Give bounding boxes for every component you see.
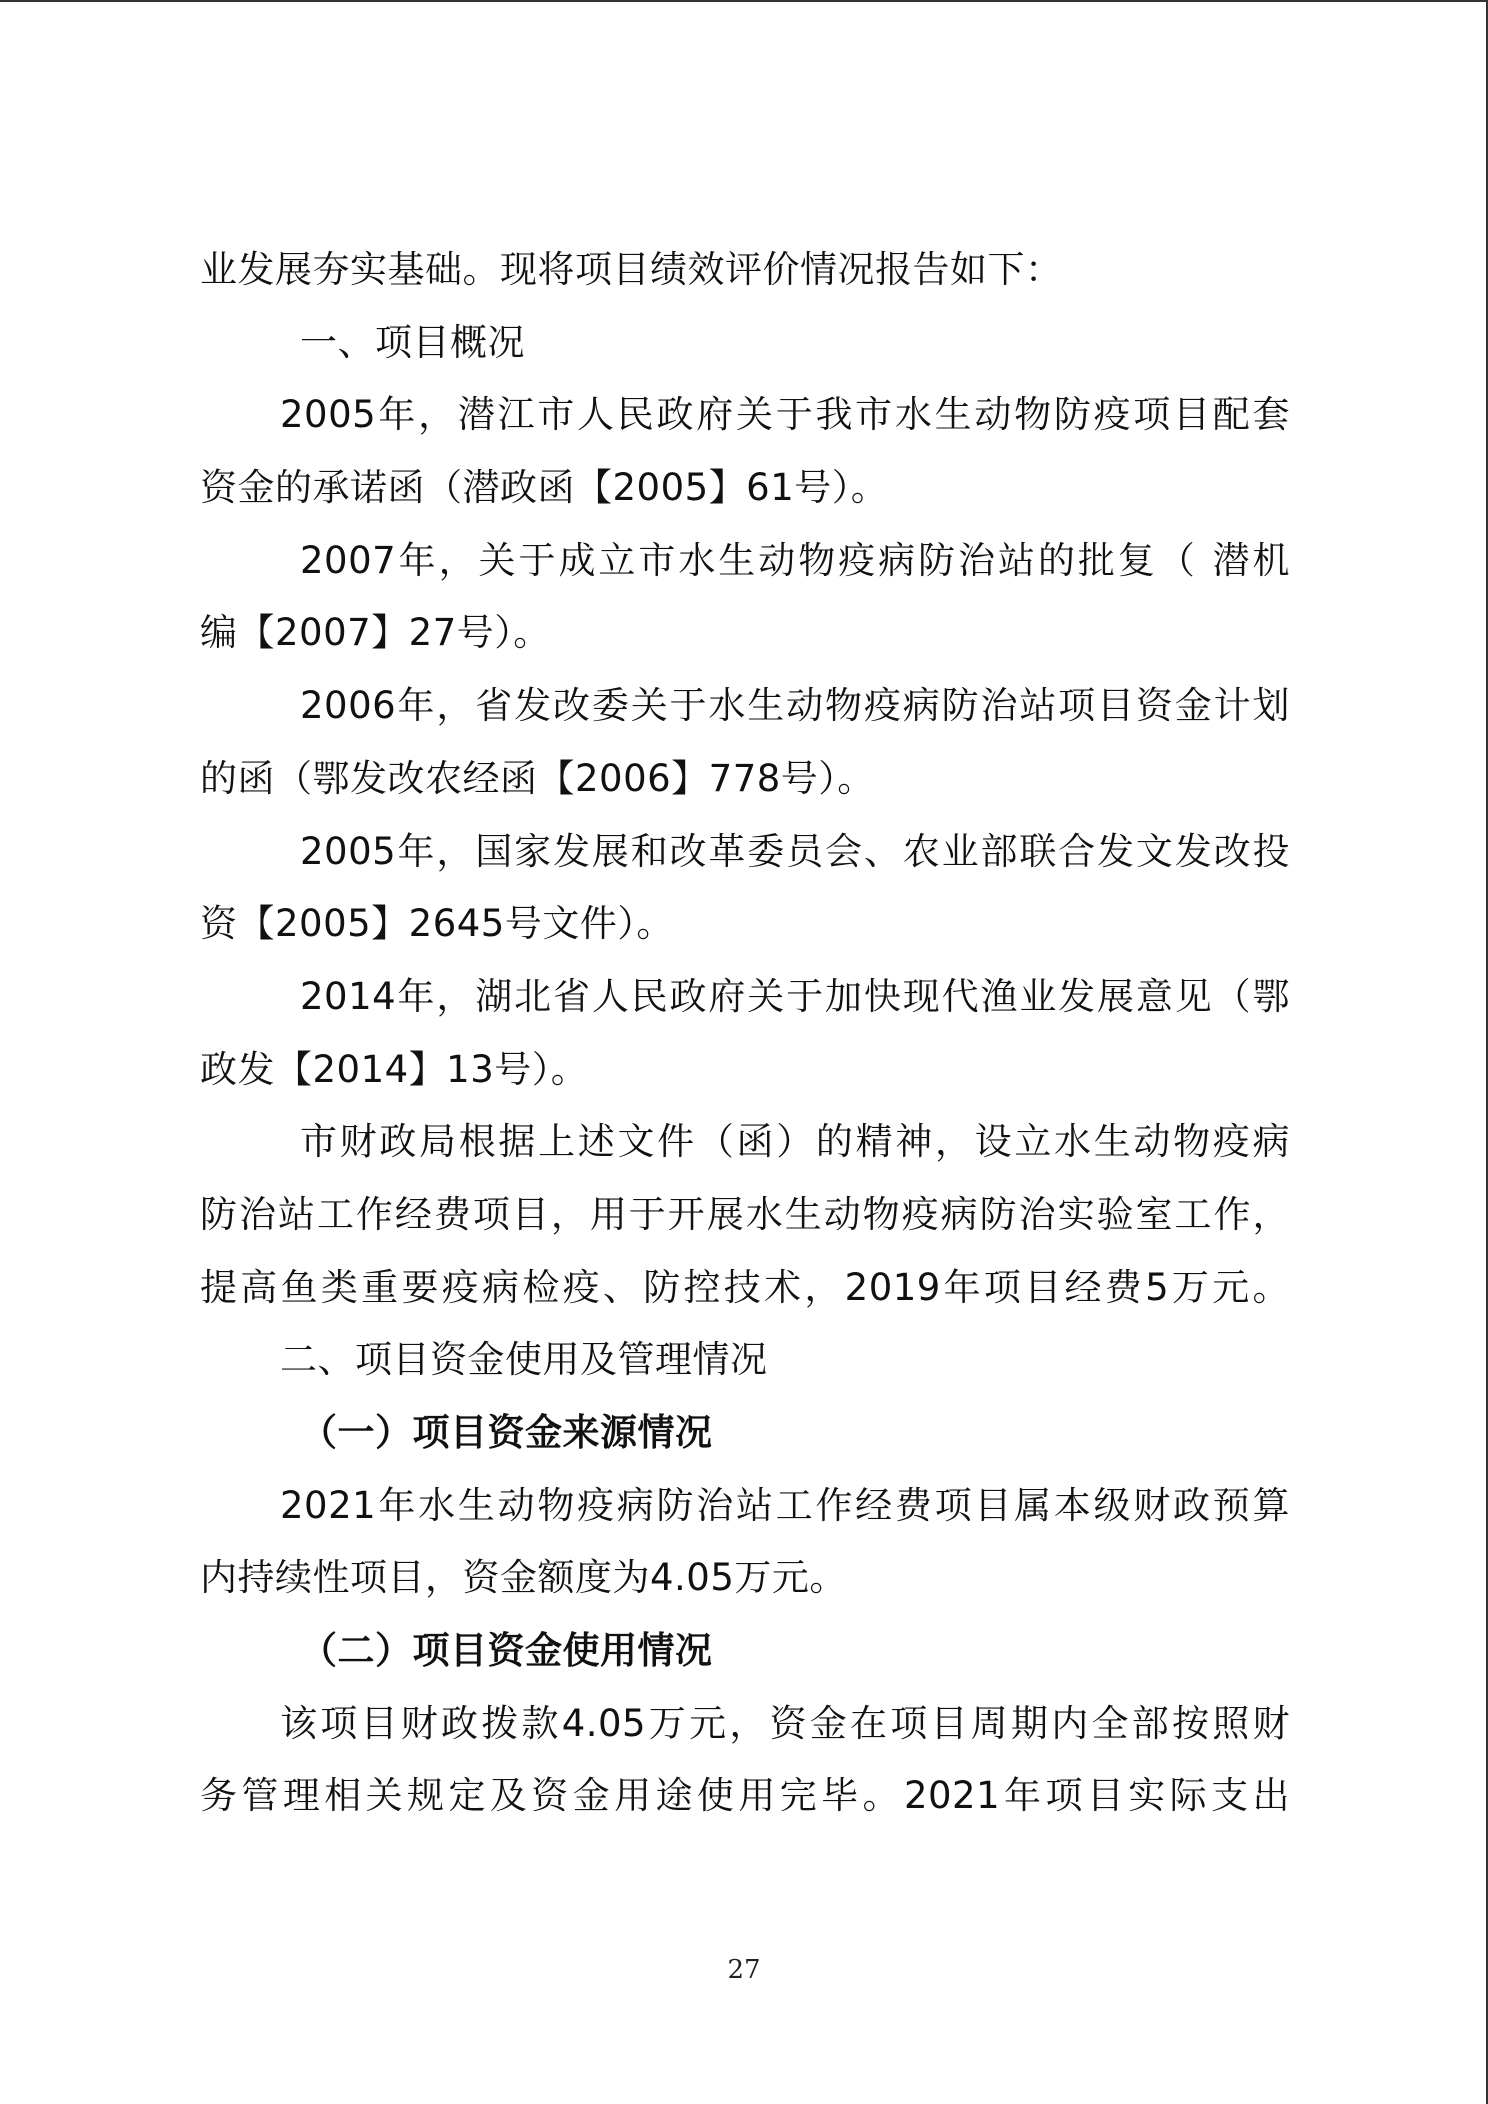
- text-line: 2005年，潜江市人民政府关于我市水生动物防疫项目配套: [280, 393, 1290, 437]
- text-line: 2007年，关于成立市水生动物疫病防治站的批复（ 潜机: [300, 538, 1290, 582]
- text-line: 提高鱼类重要疫病检疫、防控技术，2019年项目经费5万元。: [200, 1265, 1290, 1309]
- text-line: 该项目财政拨款4.05万元，资金在项目周期内全部按照财: [280, 1701, 1290, 1745]
- text-line: 2006年，省发改委关于水生动物疫病防治站项目资金计划: [300, 684, 1290, 728]
- text-line: 防治站工作经费项目，用于开展水生动物疫病防治实验室工作，: [200, 1192, 1290, 1236]
- text-line: 市财政局根据上述文件（函）的精神，设立水生动物疫病: [300, 1120, 1290, 1164]
- subsection-heading: （二）项目资金使用情况: [300, 1629, 713, 1673]
- text-line: 业发展夯实基础。现将项目绩效评价情况报告如下：: [200, 248, 1063, 291]
- section-heading: 二、项目资金使用及管理情况: [280, 1338, 768, 1382]
- text-line: 资金的承诺函（潜政函【2005】61号）。: [200, 466, 889, 510]
- text-line: 编【2007】27号）。: [200, 611, 551, 655]
- text-line: 2005年，国家发展和改革委员会、农业部联合发文发改投: [300, 829, 1290, 873]
- page-number: 27: [727, 1955, 761, 1985]
- text-line: 务管理相关规定及资金用途使用完毕。2021年项目实际支出: [200, 1774, 1290, 1818]
- text-line: 的函（鄂发改农经函【2006】778号）。: [200, 756, 875, 800]
- text-line: 资【2005】2645号文件）。: [200, 902, 674, 946]
- text-line: 2014年，湖北省人民政府关于加快现代渔业发展意见（鄂: [300, 974, 1290, 1018]
- text-line: 政发【2014】13号）。: [200, 1047, 589, 1091]
- text-line: 2021年水生动物疫病防治站工作经费项目属本级财政预算: [280, 1483, 1290, 1527]
- text-line: 内持续性项目，资金额度为4.05万元。: [200, 1556, 847, 1600]
- subsection-heading: （一）项目资金来源情况: [300, 1411, 713, 1454]
- section-heading: 一、项目概况: [300, 320, 525, 364]
- document-body: [200, 234, 1290, 1833]
